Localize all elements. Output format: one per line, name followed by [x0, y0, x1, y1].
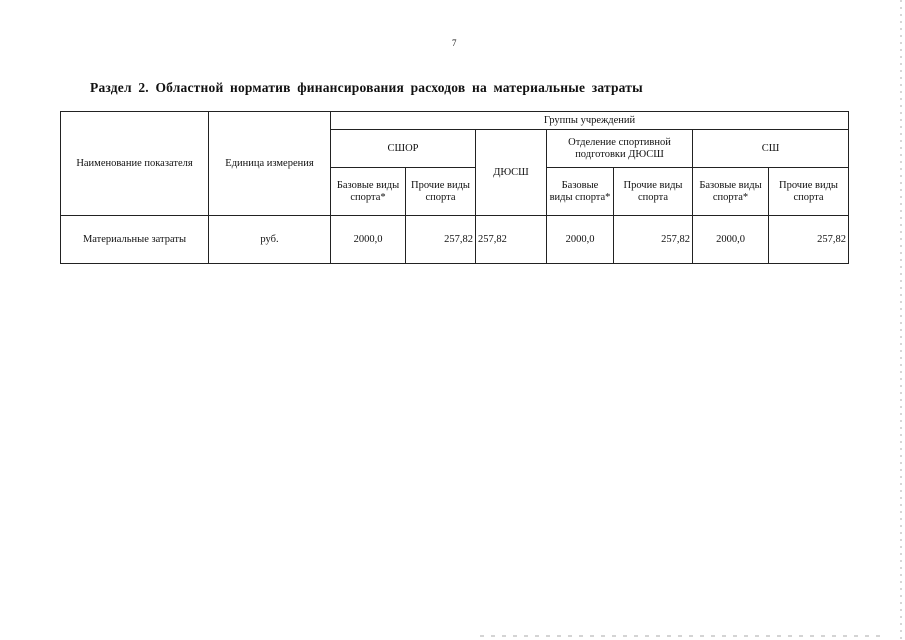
- header-sh: СШ: [693, 130, 849, 168]
- header-otdelenie-base: Базовые виды спорта*: [547, 168, 614, 216]
- cell-sh-other: 257,82: [769, 216, 849, 264]
- cell-sh-base: 2000,0: [693, 216, 769, 264]
- header-sh-other: Прочие виды спорта: [769, 168, 849, 216]
- cell-otdelenie-base: 2000,0: [547, 216, 614, 264]
- cell-unit: руб.: [209, 216, 331, 264]
- cell-sshor-base: 2000,0: [331, 216, 406, 264]
- section-title: Раздел 2. Областной норматив финансирования расходов на материальные затраты: [90, 80, 643, 95]
- header-sh-base: Базовые виды спорта*: [693, 168, 769, 216]
- cell-indicator-name: Материальные затраты: [61, 216, 209, 264]
- header-otdelenie: Отделение спортивной подготовки ДЮСШ: [547, 130, 693, 168]
- header-indicator-name: Наименование показателя: [61, 112, 209, 216]
- header-institution-groups: Группы учреждений: [331, 112, 849, 130]
- financing-norm-table: [60, 111, 849, 264]
- header-sshor: СШОР: [331, 130, 476, 168]
- cell-otdelenie-other: 257,82: [614, 216, 693, 264]
- scan-bottom-artifact: [480, 635, 880, 637]
- header-sshor-other: Прочие виды спорта: [406, 168, 476, 216]
- header-dyussh: ДЮСШ: [476, 130, 547, 216]
- header-unit: Единица измерения: [209, 112, 331, 216]
- header-sshor-base: Базовые виды спорта*: [331, 168, 406, 216]
- cell-dyussh: 257,82: [476, 216, 547, 264]
- page-number: 7: [452, 38, 457, 48]
- scan-edge-artifact: [900, 0, 902, 640]
- cell-sshor-other: 257,82: [406, 216, 476, 264]
- table-row: [61, 216, 849, 264]
- header-otdelenie-other: Прочие виды спорта: [614, 168, 693, 216]
